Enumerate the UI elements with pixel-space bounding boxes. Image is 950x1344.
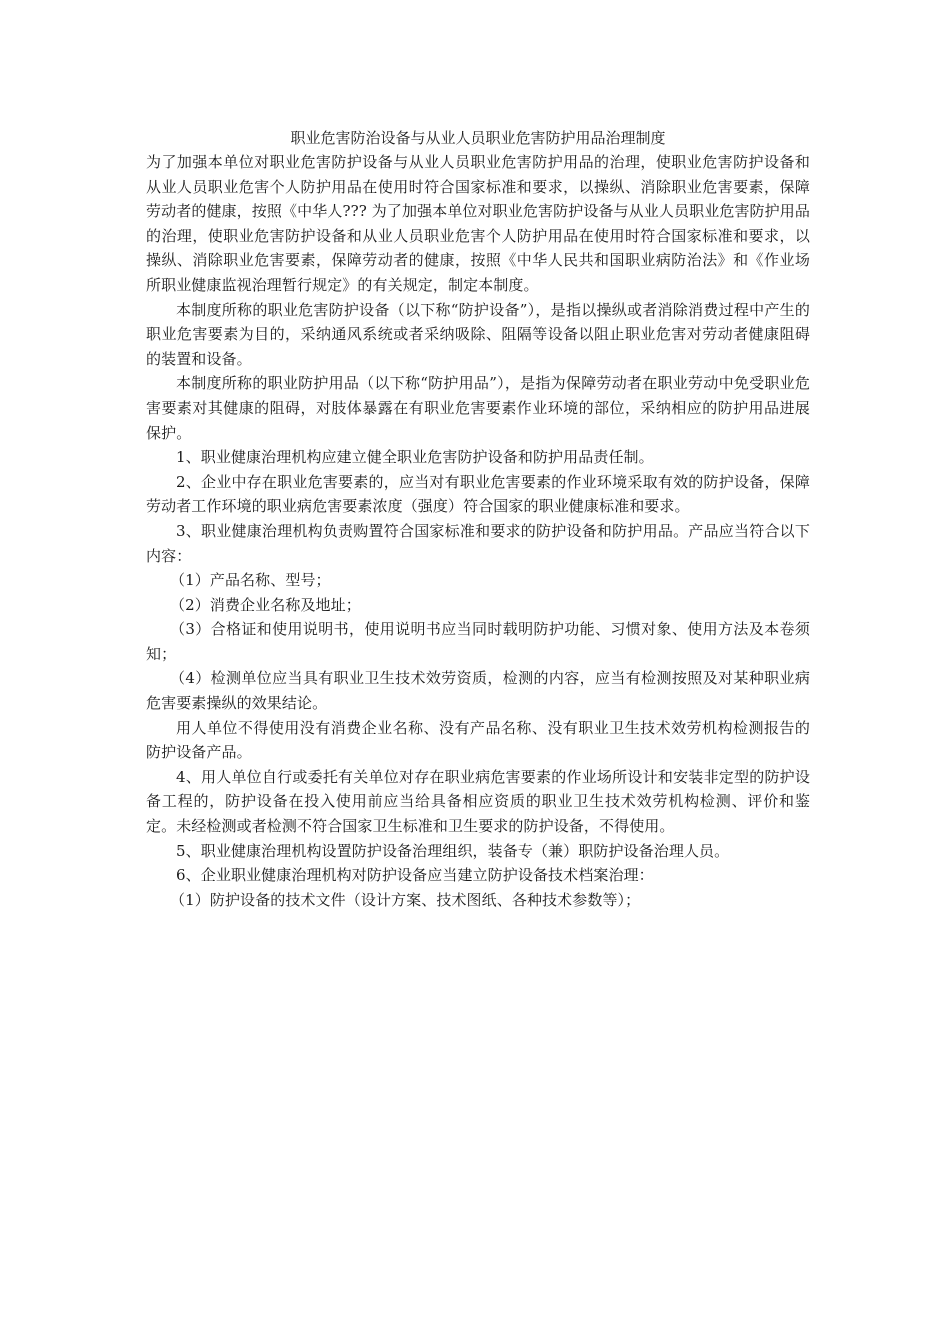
paragraph-subitem-3: （3）合格证和使用说明书，使用说明书应当同时载明防护功能、习惯对象、使用方法及本卷须知； (146, 620, 810, 663)
paragraph-item-4: 4、用人单位自行或委托有关单位对存在职业病危害要素的作业场所设计和安装非定型的防护设备工程的，防护设备在投入使用前应当给具备相应资质的职业卫生技术效劳机构检测、评价和鉴定。未经检测或者检测不符合国家卫生标准和卫生要求的防护设备，不得使用。 (146, 767, 810, 836)
paragraph-item-3: 3、职业健康治理机构负责购置符合国家标准和要求的防护设备和防护用品。产品应当符合以下内容： (146, 521, 810, 565)
paragraph-subitem-6-1: （1）防护设备的技术文件（设计方案、技术图纸、各种技术参数等）； (170, 890, 641, 909)
paragraph-subitem-2: （2）消费企业名称及地址； (170, 595, 361, 614)
document-page (146, 126, 810, 912)
paragraph-prohibition: 用人单位不得使用没有消费企业名称、没有产品名称、没有职业卫生技术效劳机构检测报告的防护设备产品。 (146, 718, 810, 762)
document-title: 职业危害防治设备与从业人员职业危害防护用品治理制度 (290, 129, 666, 147)
paragraph-subitem-1: （1）产品名称、型号； (170, 571, 331, 590)
paragraph-subitem-4: （4）检测单位应当具有职业卫生技术效劳资质，检测的内容，应当有检测按照及对某种职业病危害要素操纵的效果结论。 (146, 669, 810, 713)
paragraph-item-5: 5、职业健康治理机构设置防护设备治理组织，装备专（兼）职防护设备治理人员。 (176, 841, 730, 860)
paragraph-intro: 为了加强本单位对职业危害防护设备与从业人员职业危害防护用品的治理，使职业危害防护设备和从业人员职业危害个人防护用品在使用时符合国家标准和要求，以操纵、消除职业危害要素，保障劳动者的健康，按照《中华人??? 为了加强本单位对职业危害防护设备与从业人员职业危害防护用品的治理，使职业危害防护设备和从业人员职业危害个人防护用品在使用时符合国家标准和要求，以操纵、消除职业危害要素，保障劳动者的健康，按照《中华人民共和国职业病防治法》和《作业场所职业健康监视治理暂行规定》的有关规定，制定本制度。 (146, 153, 810, 294)
paragraph-item-6: 6、企业职业健康治理机构对防护设备应当建立防护设备技术档案治理： (176, 866, 654, 885)
paragraph-item-1: 1、职业健康治理机构应建立健全职业危害防护设备和防护用品责任制。 (176, 448, 654, 467)
paragraph-item-2: 2、企业中存在职业危害要素的，应当对有职业危害要素的作业环境采取有效的防护设备，保障劳动者工作环境的职业病危害要素浓度（强度）符合国家的职业健康标准和要求。 (146, 472, 810, 516)
paragraph-protective-equipment-definition: 本制度所称的职业危害防护设备（以下称“防护设备”），是指以操纵或者消除消费过程中产生的职业危害要素为目的，采纳通风系统或者采纳吸除、阻隔等设备以阻止职业危害对劳动者健康阻碍的装置和设备。 (146, 300, 810, 368)
paragraph-protective-gear-definition: 本制度所称的职业防护用品（以下称“防护用品”），是指为保障劳动者在职业劳动中免受职业危害要素对其健康的阻碍，对肢体暴露在有职业危害要素作业环境的部位，采纳相应的防护用品进展保护。 (146, 374, 810, 442)
